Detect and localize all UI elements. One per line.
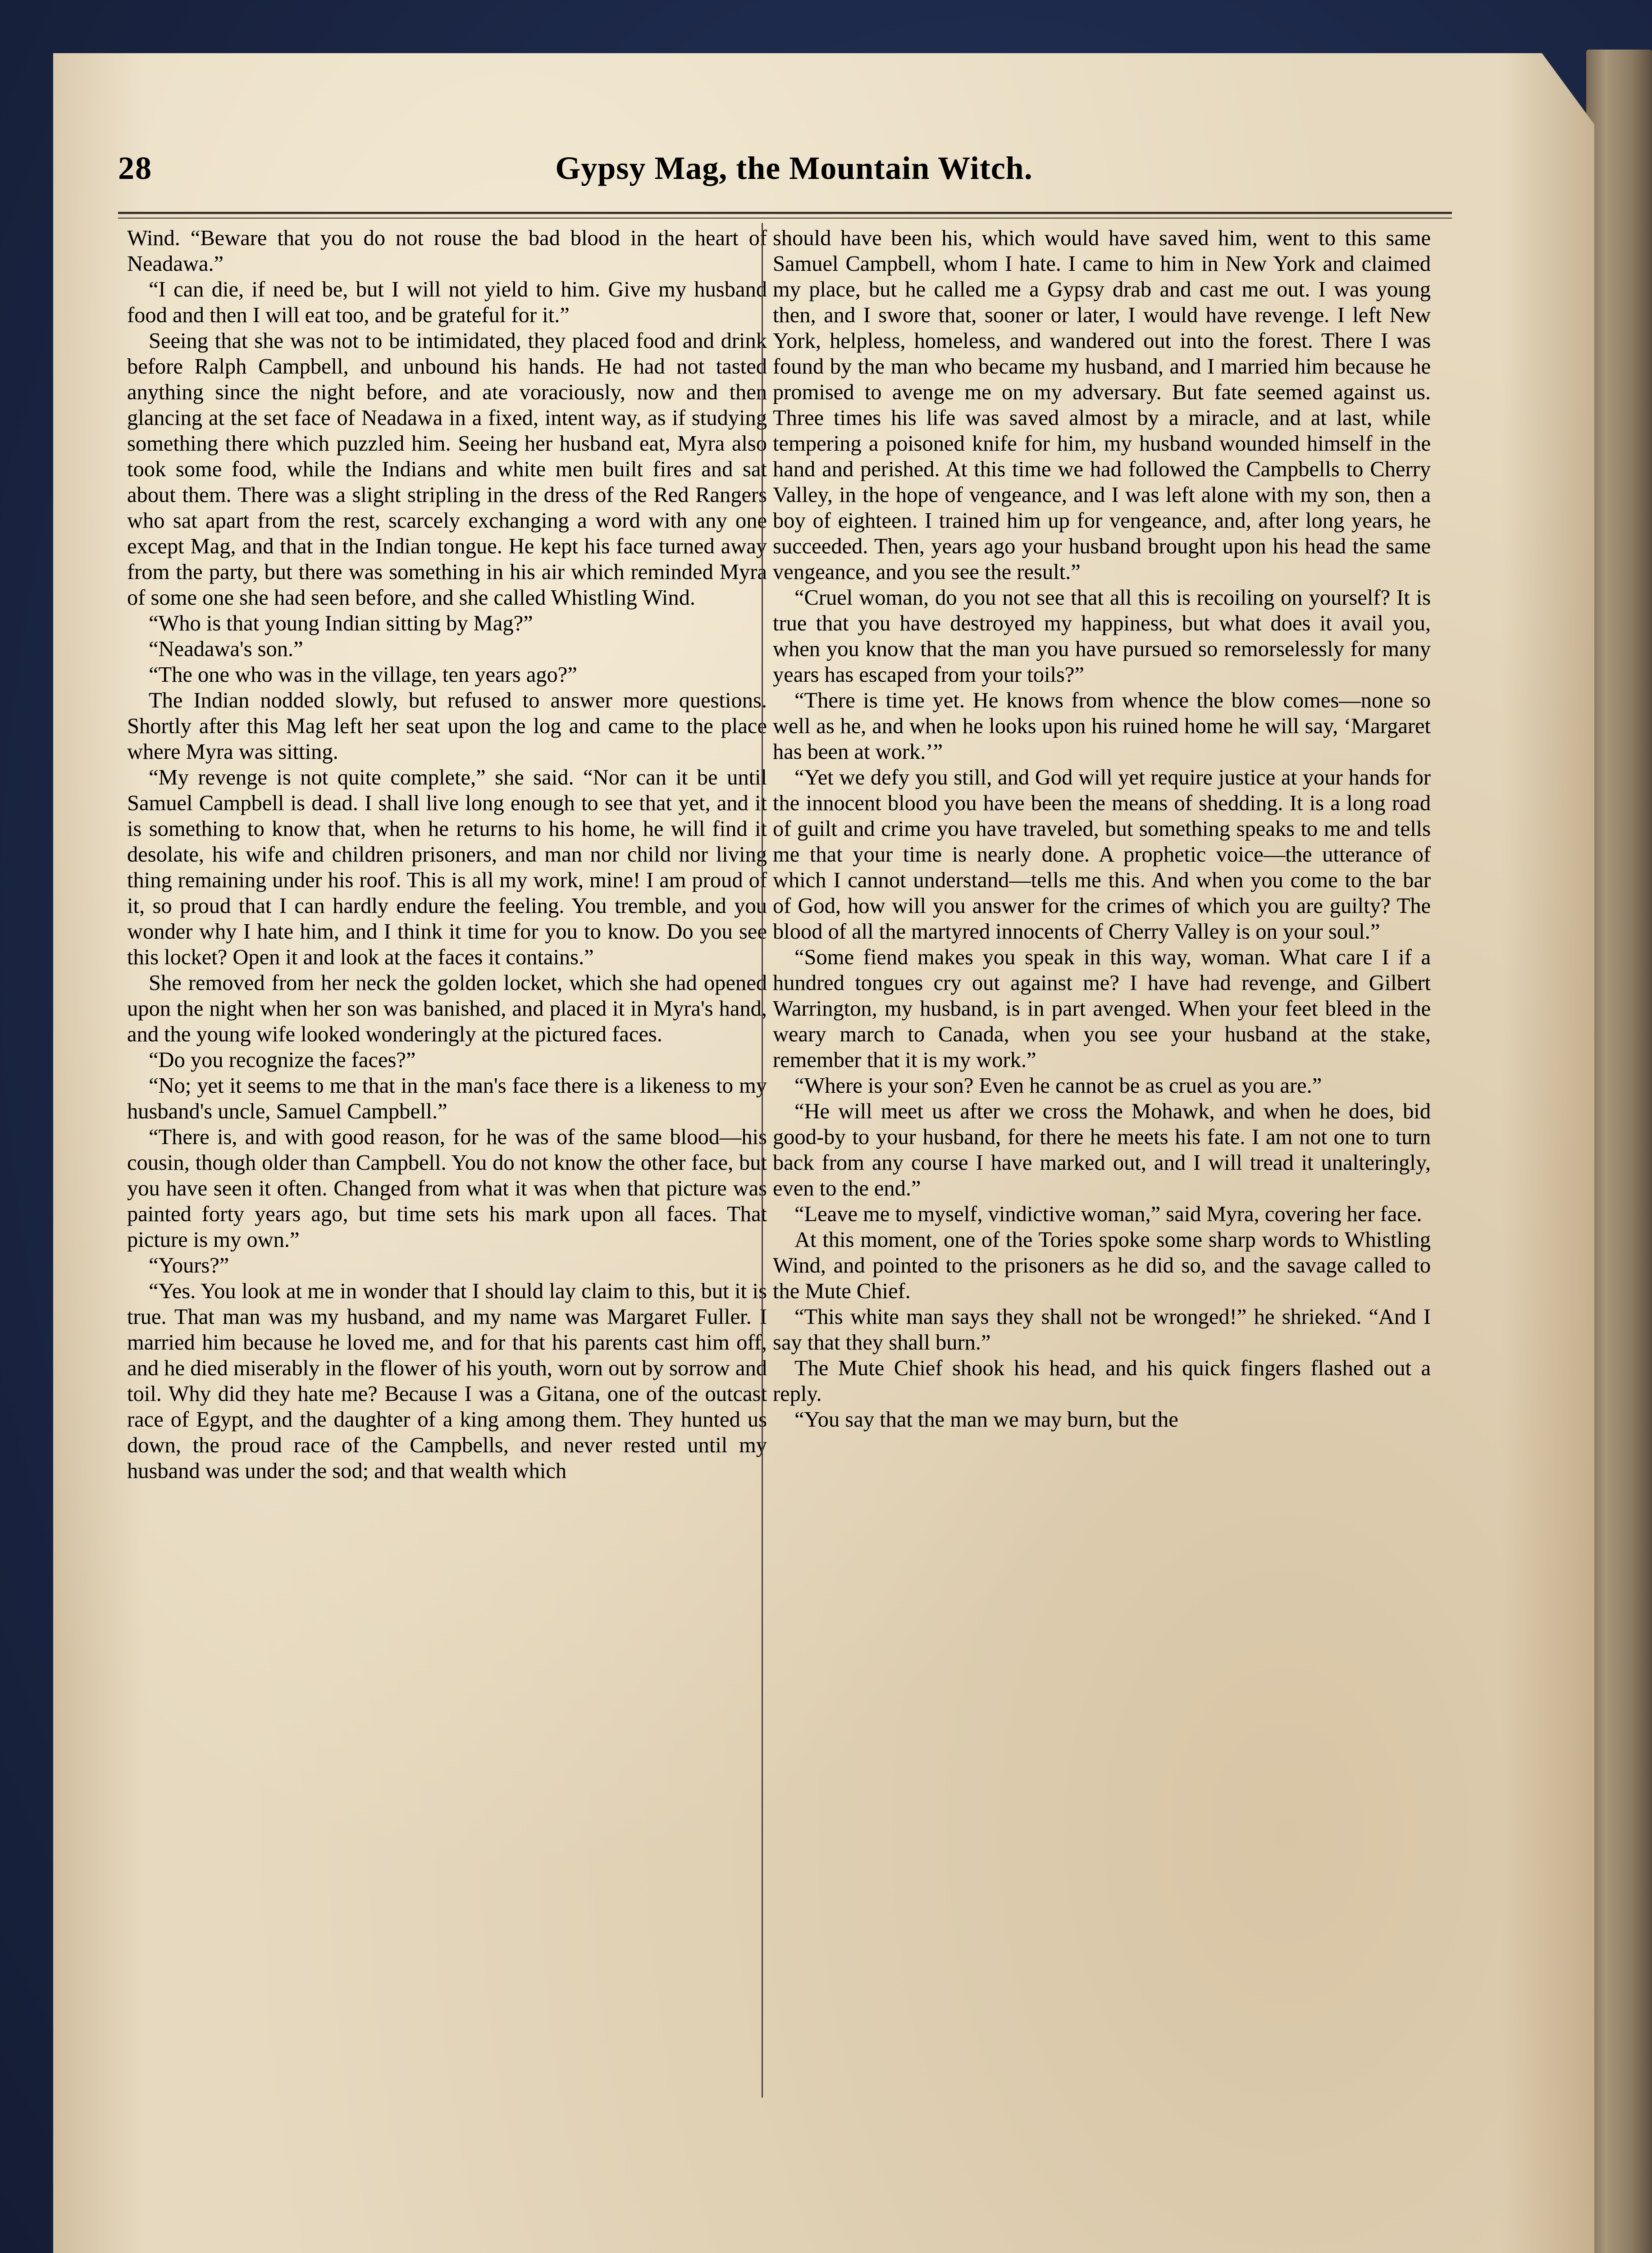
paragraph: “Yet we defy you still, and God will yet require justice at your hands for the innocent blood you have been the means of shedding. It is a long road of guilt and crime you have traveled, but something speaks to me and tells me that your time is nearly done. A prophetic voice—the utterance of which I cannot understand—tells me this. And when you come to the bar of God, how will you answer for the crimes of which you are guilty? The blood of all the martyred innocents of Cherry Valley is on your soul.” [773,766,1431,944]
paragraph: “Yes. You look at me in wonder that I should lay claim to this, but it is true. That man was my husband, and my name was Margaret Fuller. I married him because he loved me, and for that his parents cast him off, and he died miserably in the flower of his youth, worn out by sorrow and toil. Why did they hate me? Because I was a Gitana, one of the outcast race of Egypt, and the daughter of a king among them. They hunted us down, the proud race of the Campbells, and never rested until my husband was under the sod; and that wealth which [127,1279,767,1483]
paragraph: “There is time yet. He knows from whence the blow comes—none so well as he, and when he looks upon his ruined home he will say, ‘Margaret has been at work.’” [773,689,1431,764]
paragraph: “Do you recognize the faces?” [149,1048,416,1072]
paragraph: “This white man says they shall not be wronged!” he shrieked. “And I say that they shall burn.” [773,1305,1431,1355]
paragraph: “I can die, if need be, but I will not yield to him. Give my husband food and then I will eat too, and be grateful for it.” [127,278,767,327]
paragraph: Seeing that she was not to be intimidated, they placed food and drink before Ralph Campbell, and unbound his hands. He had not tasted anything since the night before, and ate voraciously, now and then glancing at the set face of Neadawa in a fixed, intent way, as if studying something there which puzzled him. Seeing her husband eat, Myra also took some food, while the Indians and white men built fires and sat about them. There was a slight stripling in the dress of the Red Rangers who sat apart from the rest, scarcely exchanging a word with any one except Mag, and that in the Indian tongue. He kept his face turned away from the party, but there was something in his air which reminded Myra of some one she had seen before, and she called Whistling Wind. [127,329,767,610]
paragraph: “Yours?” [149,1254,229,1277]
running-title: Gypsy Mag, the Mountain Witch. [555,150,1033,186]
paragraph: “Leave me to myself, vindictive woman,” said Myra, covering her face. [794,1202,1422,1226]
paragraph: The Indian nodded slowly, but refused to answer more questions. Shortly after this Mag left her seat upon the log and came to the place where Myra was sitting. [127,689,767,764]
paragraph: She removed from her neck the golden locket, which she had opened upon the night when her son was banished, and placed it in Myra's hand, and the young wife looked wonderingly at the pictured faces. [127,971,767,1046]
page-header [118,150,1447,208]
paragraph: “Who is that young Indian sitting by Mag?” [149,611,533,635]
paragraph: “The one who was in the village, ten years ago?” [149,663,577,687]
column-divider [762,223,763,2098]
paragraph: Wind. “Beware that you do not rouse the bad blood in the heart of Neadawa.” [127,226,767,276]
paragraph: “Some fiend makes you speak in this way, woman. What care I if a hundred tongues cry out against me? I have had revenge, and Gilbert Warrington, my husband, is in part avenged. When your feet bleed in the weary march to Canada, when you see your husband at the stake, remember that it is my work.” [773,945,1431,1072]
paragraph: “He will meet us after we cross the Mohawk, and when he does, bid good-by to your husband, for there he meets his fate. I am not one to turn back from any course I have marked out, and I will tread it unalteringly, even to the end.” [773,1099,1431,1200]
paragraph: should have been his, which would have saved him, went to this same Samuel Campbell, whom I hate. I came to him in New York and claimed my place, but he called me a Gypsy drab and cast me out. I was young then, and I swore that, sooner or later, I would have revenge. I left New York, helpless, homeless, and wandered out into the forest. There I was found by the man who became my husband, and I married him because he promised to avenge me on my adversary. But fate seemed against us. Three times his life was saved almost by a miracle, and at last, while tempering a poisoned knife for him, my husband wounded himself in the hand and perished. At this time we had followed the Campbells to Cherry Valley, in the hope of vengeance, and I was left alone with my son, then a boy of eighteen. I trained him up for vengeance, and, after long years, he succeeded. Then, years ago your husband brought upon his head the same vengeance, and you see the result.” [773,226,1431,584]
paragraph: “No; yet it seems to me that in the man's face there is a likeness to my husband's uncle, Samuel Campbell.” [127,1074,767,1123]
paragraph: At this moment, one of the Tories spoke some sharp words to Whistling Wind, and pointed to the prisoners as he did so, and the savage called to the Mute Chief. [773,1228,1431,1303]
book-spine [1586,50,1652,2253]
paragraph: “Neadawa's son.” [149,637,303,661]
page-number: 28 [118,150,152,186]
paragraph: “Where is your son? Even he cannot be as cruel as you are.” [794,1074,1322,1098]
left-column [127,225,767,1484]
paragraph: “My revenge is not quite complete,” she said. “Nor can it be until Samuel Campbell is dead. I shall live long enough to see that yet, and it is something to know that, when he returns to his home, he will find it desolate, his wife and children prisoners, and man nor child nor living thing remaining under his roof. This is all my work, mine! I am proud of it, so proud that I can hardly endure the feeling. You tremble, and you wonder why I hate him, and I think it time for you to know. Do you see this locket? Open it and look at the faces it contains.” [127,766,767,969]
paragraph: The Mute Chief shook his head, and his quick fingers flashed out a reply. [773,1356,1431,1406]
right-column [773,225,1431,1432]
paragraph: “You say that the man we may burn, but the [794,1408,1178,1432]
paragraph: “Cruel woman, do you not see that all this is recoiling on yourself? It is true that you have destroyed my happiness, but what does it avail you, when you know that the man you have pursued so remorselessly for many years has escaped from your toils?” [773,586,1431,687]
paragraph: “There is, and with good reason, for he was of the same blood—his cousin, though older than Campbell. You do not know the other face, but you have seen it often. Changed from what it was when that picture was painted forty years ago, but time sets his mark upon all faces. That picture is my own.” [127,1125,767,1252]
header-rule [118,212,1452,219]
